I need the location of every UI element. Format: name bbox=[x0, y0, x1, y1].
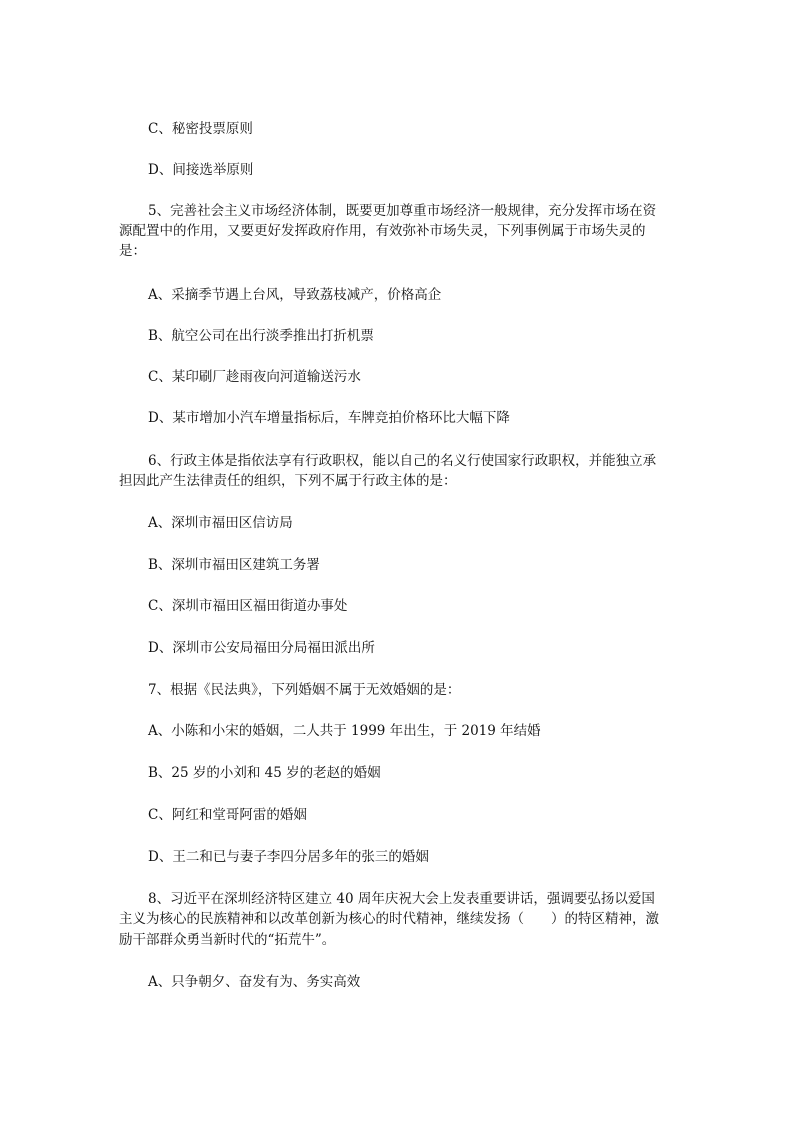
option-b-q5: B、航空公司在出行淡季推出打折机票 bbox=[148, 328, 374, 344]
option-c-q7: C、阿红和堂哥阿雷的婚姻 bbox=[148, 807, 307, 823]
question-5-line-2: 源配置中的作用，又要更好发挥政府作用，有效弥补市场失灵，下列事例属于市场失灵的 bbox=[119, 223, 646, 239]
question-5-line-3: 是： bbox=[119, 243, 146, 259]
option-c-q4: C、秘密投票原则 bbox=[148, 121, 253, 137]
option-d-q4: D、间接选举原则 bbox=[148, 162, 254, 178]
question-7: 7、根据《民法典》，下列婚姻不属于无效婚姻的是： bbox=[148, 682, 461, 698]
question-5-line-1: 5、完善社会主义市场经济体制，既要更加尊重市场经济一般规律，充分发挥市场在资 bbox=[148, 203, 657, 219]
option-c-q5: C、某印刷厂趁雨夜向河道输送污水 bbox=[148, 369, 361, 385]
option-a-q7: A、小陈和小宋的婚姻，二人共于 1999 年出生，于 2019 年结婚 bbox=[148, 723, 541, 739]
option-c-q6: C、深圳市福田区福田街道办事处 bbox=[148, 598, 348, 614]
option-a-q5: A、采摘季节遇上台风，导致荔枝减产，价格高企 bbox=[148, 287, 442, 303]
question-8-line-2: 主义为核心的民族精神和以改革创新为核心的时代精神，继续发扬（ ）的特区精神，激 bbox=[119, 911, 659, 927]
option-d-q7: D、王二和已与妻子李四分居多年的张三的婚姻 bbox=[148, 849, 429, 865]
option-d-q6: D、深圳市公安局福田分局福田派出所 bbox=[148, 640, 375, 656]
option-b-q7: B、25 岁的小刘和 45 岁的老赵的婚姻 bbox=[148, 765, 381, 781]
option-a-q8: A、只争朝夕、奋发有为、务实高效 bbox=[148, 974, 361, 990]
question-6-line-2: 担因此产生法律责任的组织，下列不属于行政主体的是： bbox=[119, 473, 457, 489]
option-a-q6: A、深圳市福田区信访局 bbox=[148, 515, 293, 531]
question-8-line-1: 8、习近平在深圳经济特区建立 40 周年庆祝大会上发表重要讲话，强调要弘扬以爱国 bbox=[148, 891, 655, 907]
option-b-q6: B、深圳市福田区建筑工务署 bbox=[148, 557, 320, 573]
option-d-q5: D、某市增加小汽车增量指标后，车牌竞拍价格环比大幅下降 bbox=[148, 410, 510, 426]
question-6-line-1: 6、行政主体是指依法享有行政职权，能以自己的名义行使国家行政职权，并能独立承 bbox=[148, 453, 657, 469]
question-8-line-3: 励干部群众勇当新时代的“拓荒牛”。 bbox=[119, 932, 336, 948]
